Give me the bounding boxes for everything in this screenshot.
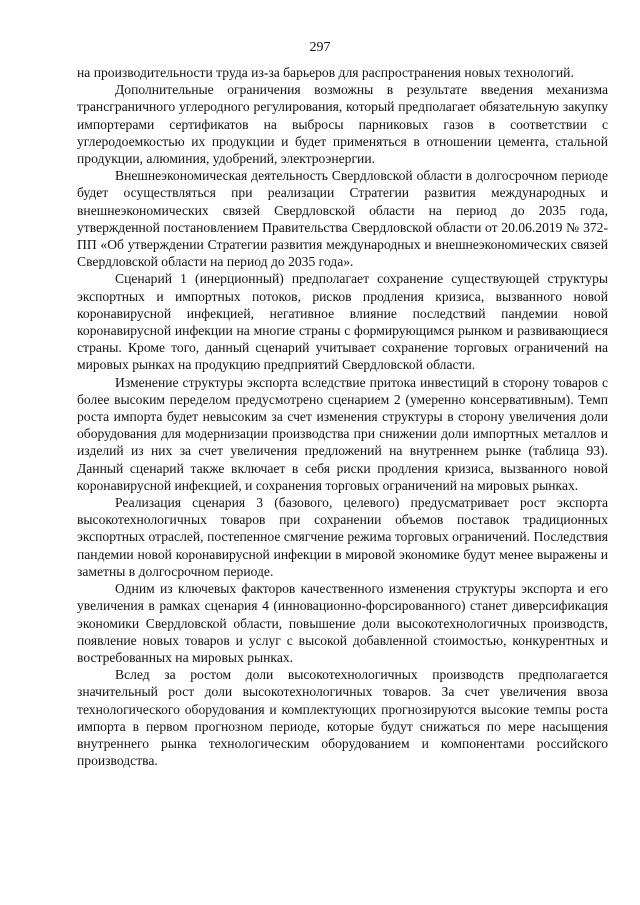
paragraph-continuation: на производительности труда из-за барьеров для распространения новых технологий. (77, 65, 574, 80)
document-body (77, 64, 608, 769)
paragraph-high-tech-growth: Вслед за ростом доли высокотехнологичных производств предполагается значительный рост доли высокотехнологичных товаров. За счет увеличения ввоза технологического оборудования и комплектующих прогнозируются высокие темпы роста импорта в первом прогнозном периоде, которые будут снижаться по мере насыщения внутреннего рынка технологическим оборудованием и компонентами российского производства. (77, 667, 608, 769)
paragraph-scenario-1: Сценарий 1 (инерционный) предполагает сохранение существующей структуры экспортных и импортных потоков, рисков продления кризиса, вызванного новой коронавирусной инфекцией, негативное влияние последствий пандемии новой коронавирусной инфекции на многие страны с формирующимся рынком и развивающиеся страны. Кроме того, данный сценарий учитывает сохранение торговых ограничений на мировых рынках на продукцию предприятий Свердловской области. (77, 271, 608, 373)
paragraph-scenario-2: Изменение структуры экспорта вследствие притока инвестиций в сторону товаров с более высоким переделом предусмотрено сценарием 2 (умеренно консервативным). Темп роста импорта будет невысоким за счет изменения структуры в сторону увеличения доли оборудования для модернизации производства при снижении доли импортных металлов и изделий из них за счет увеличения предложений на внутреннем рынке (таблица 93). Данный сценарий также включает в себя риски продления кризиса, вызванного новой коронавирусной инфекцией, и сохранения торговых ограничений на мировых рынках. (77, 374, 608, 493)
paragraph-scenario-3: Реализация сценария 3 (базового, целевого) предусматривает рост экспорта высокотехнологичных товаров при сохранении объемов поставок традиционных экспортных отраслей, постепенное смягчение режима торговых ограничений. Последствия пандемии новой коронавирусной инфекции в мировой экономике будут менее выражены и заметны в долгосрочном периоде. (77, 495, 608, 579)
paragraph-foreign-economic-activity: Внешнеэкономическая деятельность Свердловской области в долгосрочном периоде будет осуществляться при реализации Стратегии развития международных и внешнеэкономических связей Свердловской области на период до 2035 года, утвержденной постановлением Правительства Свердловской области от 20.06.2019 № 372-ПП «Об утверждении Стратегии развития международных и внешнеэкономических связей Свердловской области на период до 2035 года». (77, 168, 608, 270)
paragraph-carbon-regulation: Дополнительные ограничения возможны в результате введения механизма трансграничного углеродного регулирования, который предполагает обязательную закупку импортерами сертификатов на выбросы парниковых газов в соответствии с углеродоемкостью их продукции и будет применяться в отношении цемента, стальной продукции, алюминия, удобрений, электроэнергии. (77, 82, 608, 167)
page-number: 297 (309, 40, 331, 55)
paragraph-scenario-4: Одним из ключевых факторов качественного изменения структуры экспорта и его увеличения в рамках сценария 4 (инновационно-форсированного) станет диверсификация экономики Свердловской области, повышение доли высокотехнологичных производств, появление новых товаров и услуг с высокой добавленной стоимостью, конкурентных и востребованных на мировых рынках. (77, 581, 608, 665)
